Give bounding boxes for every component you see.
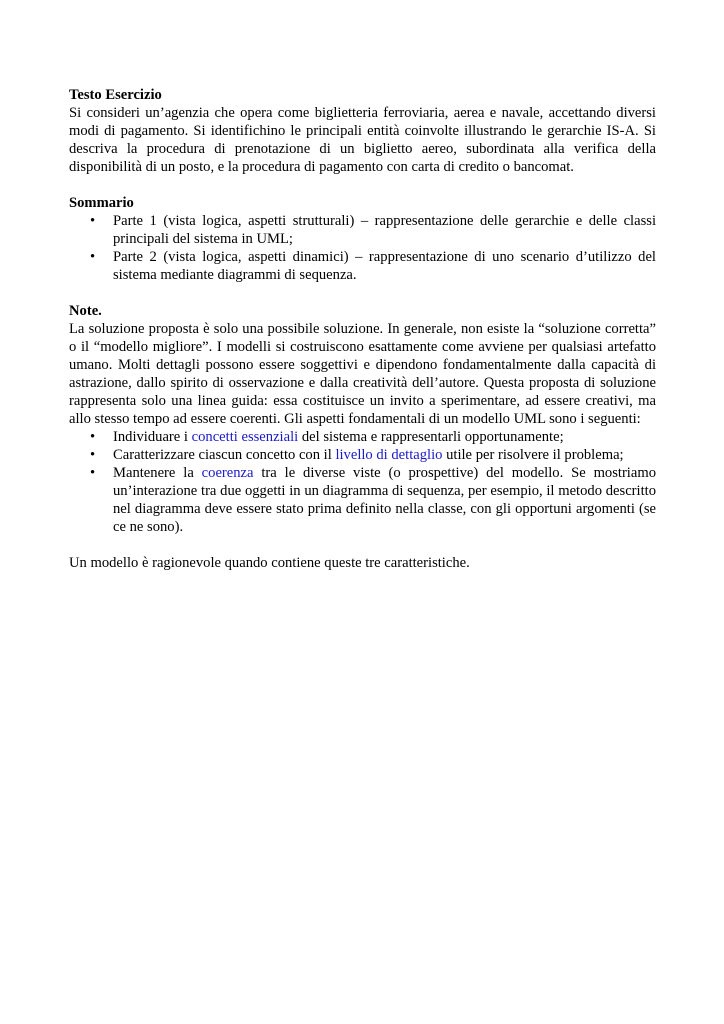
spacer bbox=[69, 536, 656, 554]
exercise-text: Si consideri un’agenzia che opera come biglietteria ferroviaria, aerea e navale, accettando diversi modi di pagamento. Si identifichino le principali entità coinvolte illustrando le gerarchie IS-A. Si descriva la procedura di prenotazione di un biglietto aereo, subordinata alla verifica della disponibilità di un posto, e la procedura di pagamento con carta di credito o bancomat. bbox=[69, 105, 656, 175]
summary-heading: Sommario bbox=[69, 195, 134, 211]
summary-item-text: Parte 2 (vista logica, aspetti dinamici) – rappresentazione di uno scenario d’utilizzo del sistema mediante diagrammi di sequenza. bbox=[113, 249, 656, 283]
notes-list bbox=[69, 428, 656, 536]
bullet-icon: • bbox=[90, 429, 96, 445]
notes-item-text-before: Caratterizzare ciascun concetto con il bbox=[113, 447, 336, 463]
bullet-icon: • bbox=[90, 213, 96, 229]
highlighted-term: concetti essenziali bbox=[191, 429, 299, 445]
notes-item bbox=[69, 428, 656, 446]
summary-list bbox=[69, 212, 656, 284]
bullet-icon: • bbox=[90, 465, 96, 481]
notes-item-text-before: Individuare i bbox=[113, 429, 192, 445]
highlighted-term: coerenza bbox=[201, 465, 254, 481]
notes-item-text-after: utile per risolvere il problema; bbox=[442, 447, 624, 463]
spacer bbox=[69, 176, 656, 194]
notes-heading: Note. bbox=[69, 303, 102, 319]
notes-item-text-after: del sistema e rappresentarli opportunamente; bbox=[298, 429, 564, 445]
notes-text: La soluzione proposta è solo una possibile soluzione. In generale, non esiste la “soluzione corretta” o il “modello migliore”. I modelli si costruiscono esattamente come avviene per qualsiasi artefatto umano. Molti dettagli possono essere soggettivi e dipendono fondamentalmente dalla capacità di astrazione, dallo spirito di osservazione e dalla creatività dell’autore. Questa proposta di soluzione rappresenta solo una linea guida: essa costituisce un invito a sperimentare, ad essere creativi, ma allo stesso tempo ad essere coerenti. Gli aspetti fondamentali di un modello UML sono i seguenti: bbox=[69, 321, 656, 427]
document-page bbox=[69, 86, 656, 572]
summary-item bbox=[69, 248, 656, 284]
bullet-icon: • bbox=[90, 249, 96, 265]
bullet-icon: • bbox=[90, 447, 96, 463]
notes-item bbox=[69, 446, 656, 464]
notes-item-text-before: Mantenere la bbox=[113, 465, 202, 481]
closing-text: Un modello è ragionevole quando contiene queste tre caratteristiche. bbox=[69, 555, 470, 571]
exercise-heading: Testo Esercizio bbox=[69, 87, 162, 103]
notes-item-text-after: tra le diverse viste (o prospettive) del modello. Se mostriamo un’interazione tra due oggetti in un diagramma di sequenza, per esempio, il metodo descritto nel diagramma deve essere stato prima definito nella classe, con gli opportuni argomenti (se ce ne sono). bbox=[113, 465, 656, 535]
spacer bbox=[69, 284, 656, 302]
notes-item bbox=[69, 464, 656, 536]
summary-item-text: Parte 1 (vista logica, aspetti strutturali) – rappresentazione delle gerarchie e delle classi principali del sistema in UML; bbox=[113, 213, 656, 247]
highlighted-term: livello di dettaglio bbox=[335, 447, 443, 463]
summary-item bbox=[69, 212, 656, 248]
